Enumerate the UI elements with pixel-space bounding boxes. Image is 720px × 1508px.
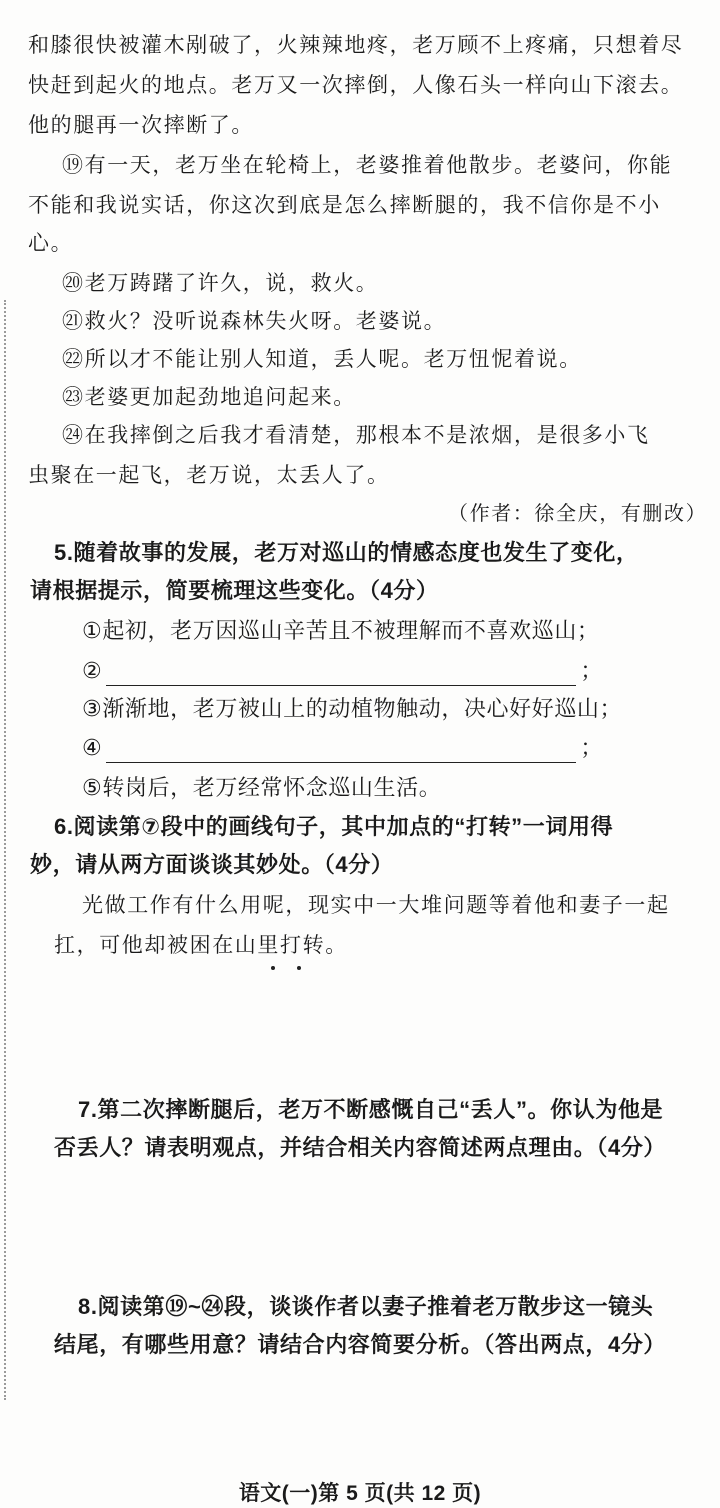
passage-line-1: 和膝很快被灌木剐破了，火辣辣地疼，老万顾不上疼痛，只想着尽: [28, 33, 684, 57]
passage-paragraph-22: ㉒所以才不能让别人知道，丢人呢。老万忸怩着说。: [62, 347, 582, 371]
passage-paragraph-24-line-2: 虫聚在一起飞，老万说，太丢人了。: [28, 463, 390, 487]
passage-line-3: 他的腿再一次摔断了。: [28, 113, 254, 137]
question-5-answer-blank-4[interactable]: [106, 740, 576, 763]
question-5-item-2-semicolon: ；: [580, 658, 603, 683]
question-5-item-2-marker: ②: [82, 658, 103, 683]
question-6-line-1: 6.阅读第⑦段中的画线句子，其中加点的“打转”一词用得: [54, 814, 614, 839]
question-5-item-4: [82, 733, 603, 763]
passage-paragraph-21: ㉑救火？没听说森林失火呀。老婆说。: [62, 309, 447, 333]
passage-source: （作者：徐全庆，有删改）: [448, 501, 708, 525]
emphasis-dot-zhuan: [297, 966, 301, 970]
passage-paragraph-19-line-2: 不能和我说实话，你这次到底是怎么摔断腿的，我不信你是不小: [28, 193, 661, 217]
question-7-line-1: 7.第二次摔断腿后，老万不断感慨自己“丢人”。你认为他是: [78, 1097, 664, 1122]
question-5-line-1: 5.随着故事的发展，老万对巡山的情感态度也发生了变化，: [54, 540, 639, 565]
question-5-item-1: ①起初，老万因巡山辛苦且不被理解而不喜欢巡山；: [82, 618, 600, 643]
question-8-line-1: 8.阅读第⑲~㉔段，谈谈作者以妻子推着老万散步这一镜头: [78, 1294, 654, 1319]
passage-paragraph-23: ㉓老婆更加起劲地追问起来。: [62, 385, 356, 409]
question-5-item-4-semicolon: ；: [580, 735, 603, 760]
question-7-line-2: 否丢人？请表明观点，并结合相关内容简述两点理由。（4分）: [54, 1135, 667, 1160]
question-6-line-2: 妙，请从两方面谈谈其妙处。（4分）: [30, 852, 394, 877]
question-6-quote-line-1: 光做工作有什么用呢，现实中一大堆问题等着他和妻子一起: [82, 893, 670, 917]
question-8-line-2: 结尾，有哪些用意？请结合内容简要分析。（答出两点，4分）: [54, 1332, 667, 1357]
question-5-item-4-marker: ④: [82, 735, 103, 760]
question-5-item-5: ⑤转岗后，老万经常怀念巡山生活。: [82, 775, 442, 800]
passage-paragraph-20: ⑳老万踌躇了许久，说，救火。: [62, 271, 379, 295]
emphasis-dot-da: [271, 966, 275, 970]
question-5-item-2: [82, 656, 603, 686]
passage-line-2: 快赶到起火的地点。老万又一次摔倒，人像石头一样向山下滚去。: [28, 73, 684, 97]
page-footer: 语文(一)第 5 页(共 12 页): [238, 1482, 482, 1505]
passage-paragraph-19-line-3: 心。: [28, 231, 74, 255]
question-5-line-2: 请根据提示，简要梳理这些变化。（4分）: [30, 578, 439, 603]
binding-margin-dots: [4, 300, 6, 1400]
question-5-answer-blank-2[interactable]: [106, 663, 576, 686]
passage-paragraph-19-line-1: ⑲有一天，老万坐在轮椅上，老婆推着他散步。老婆问，你能: [62, 153, 673, 177]
question-6-quote-line-2: 扛，可他却被困在山里打转。: [54, 933, 348, 957]
question-5-item-3: ③渐渐地，老万被山上的动植物触动，决心好好巡山；: [82, 696, 623, 721]
passage-paragraph-24-line-1: ㉔在我摔倒之后我才看清楚，那根本不是浓烟，是很多小飞: [62, 423, 650, 447]
